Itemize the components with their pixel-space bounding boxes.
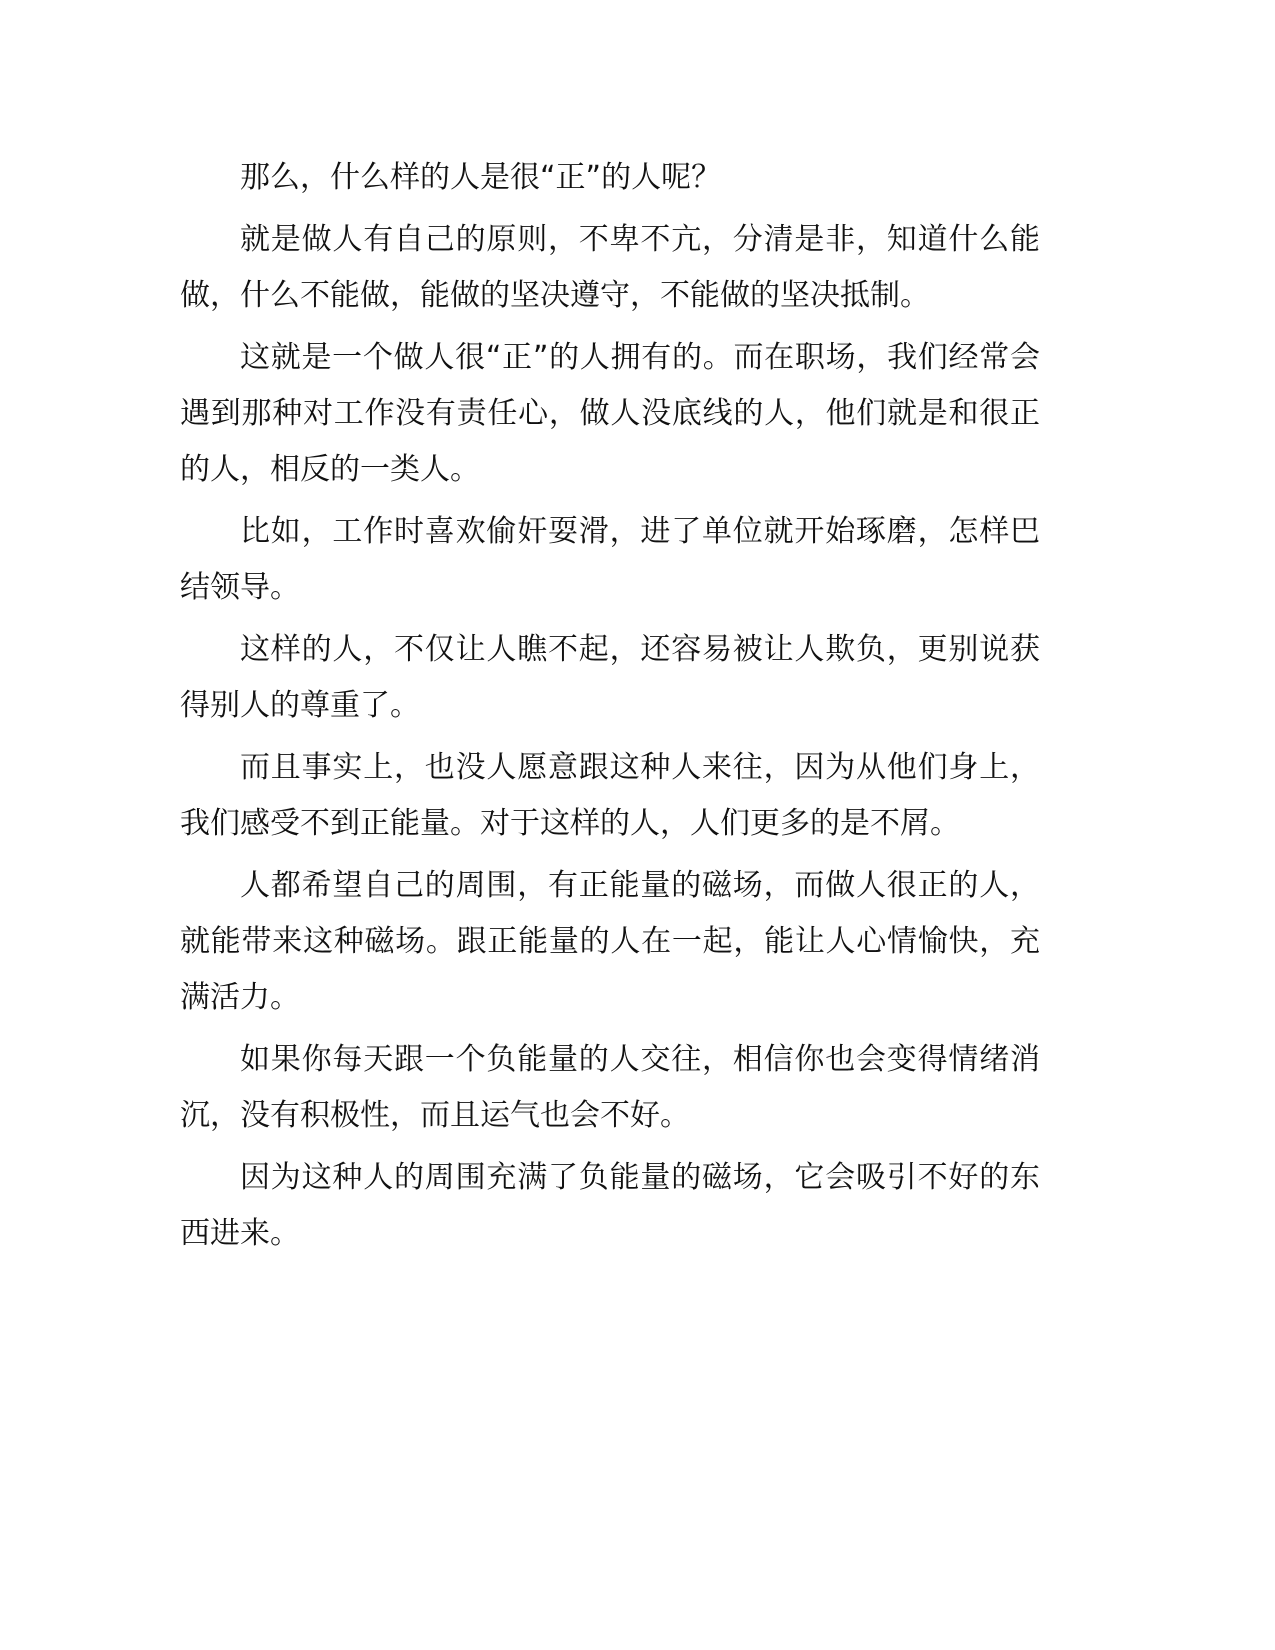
paragraph: 如果你每天跟一个负能量的人交往，相信你也会变得情绪消沉，没有积极性，而且运气也会不好。 [180,1042,1040,1133]
paragraph: 人都希望自己的周围，有正能量的磁场，而做人很正的人，就能带来这种磁场。跟正能量的人在一起，能让人心情愉快，充满活力。 [180,868,1040,1015]
paragraph: 这就是一个做人很“正”的人拥有的。而在职场，我们经常会遇到那种对工作没有责任心，做人没底线的人，他们就是和很正的人，相反的一类人。 [180,340,1040,487]
paragraph: 比如，工作时喜欢偷奸耍滑，进了单位就开始琢磨，怎样巴结领导。 [180,514,1040,605]
paragraph: 而且事实上，也没人愿意跟这种人来往，因为从他们身上，我们感受不到正能量。对于这样的人，人们更多的是不屑。 [180,750,1040,841]
paragraph: 就是做人有自己的原则，不卑不亢，分清是非，知道什么能做，什么不能做，能做的坚决遵守，不能做的坚决抵制。 [180,222,1040,313]
document-body [180,150,1040,1268]
paragraph: 因为这种人的周围充满了负能量的磁场，它会吸引不好的东西进来。 [180,1160,1040,1251]
paragraph: 那么，什么样的人是很“正”的人呢？ [240,160,722,195]
paragraph: 这样的人，不仅让人瞧不起，还容易被让人欺负，更别说获得别人的尊重了。 [180,632,1040,723]
